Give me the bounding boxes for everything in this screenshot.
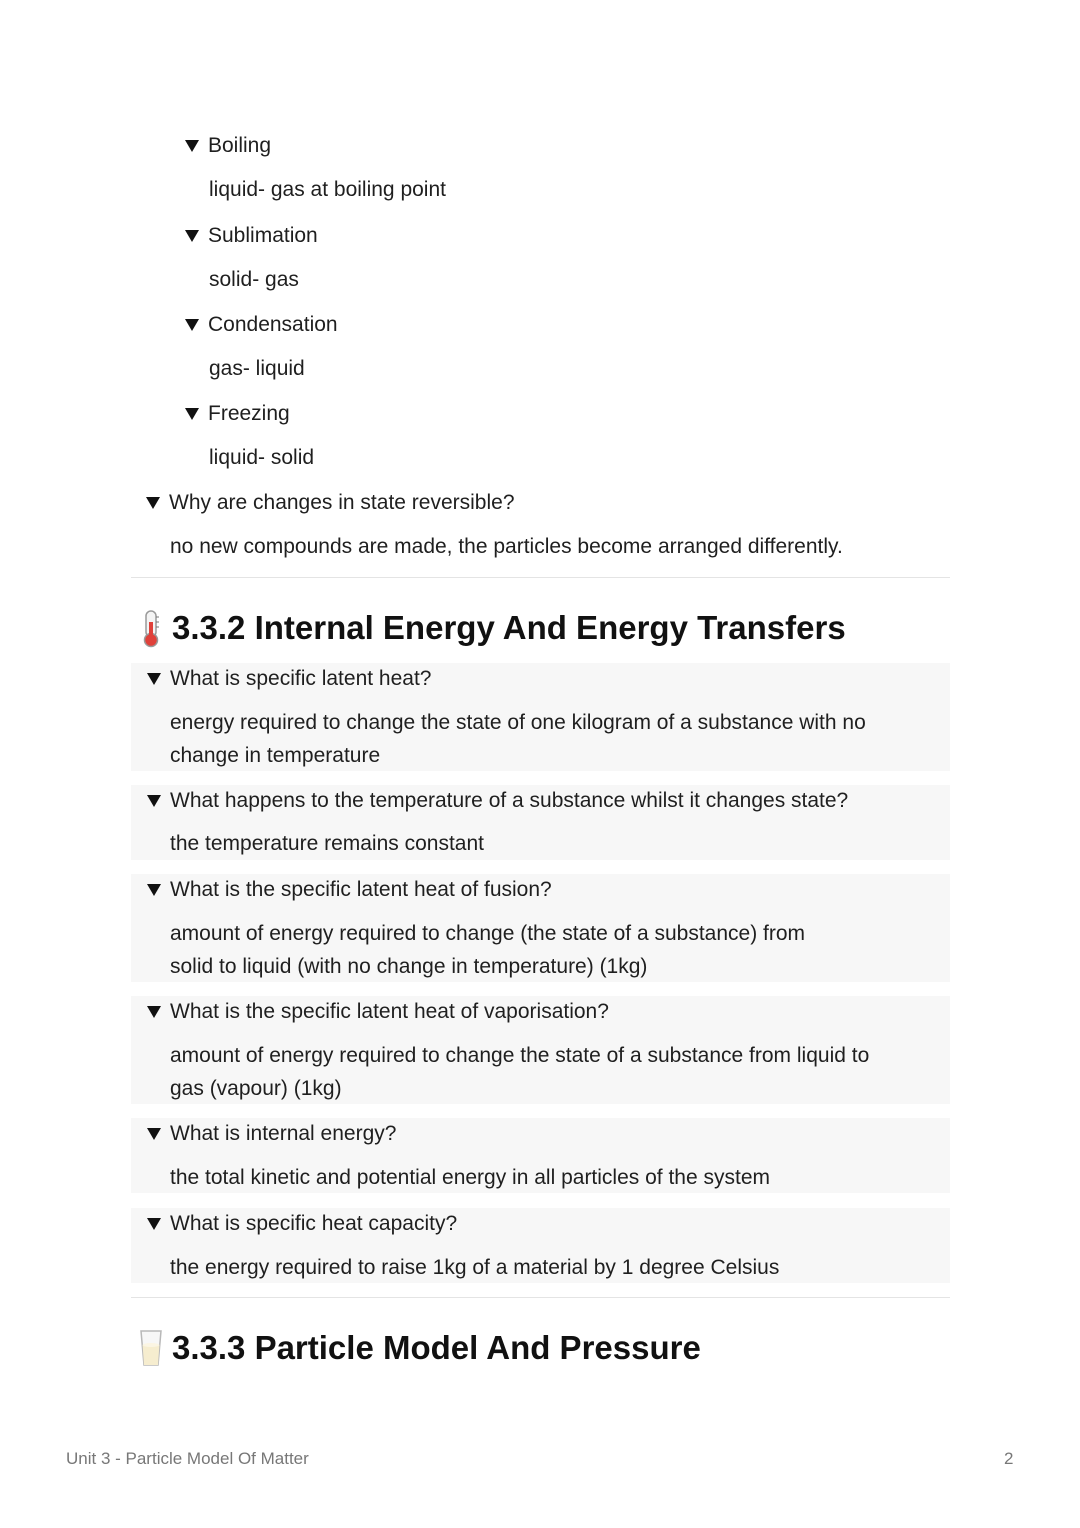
toggle-card[interactable]	[131, 1208, 950, 1283]
page-number: 2	[1004, 1449, 1014, 1468]
toggle-question[interactable]: What is internal energy?	[147, 1120, 396, 1148]
toggle-arrow-icon[interactable]	[147, 1128, 161, 1140]
toggle-answer: energy required to change the state of one kilogram of a substance with no change in temperature	[170, 711, 866, 767]
toggle-title: Boiling	[208, 134, 272, 157]
toggle-condensation[interactable]	[185, 311, 338, 339]
toggle-question[interactable]: What is specific latent heat?	[147, 665, 431, 693]
toggle-answer: solid- gas	[209, 268, 299, 291]
toggle-reversible[interactable]	[146, 489, 515, 517]
divider	[131, 577, 950, 578]
toggle-arrow-icon[interactable]	[147, 673, 161, 685]
toggle-arrow-icon[interactable]	[147, 795, 161, 807]
section-title: 3.3.2 Internal Energy And Energy Transfers	[172, 609, 846, 646]
toggle-title: Sublimation	[208, 224, 318, 247]
toggle-answer: gas- liquid	[209, 357, 305, 380]
toggle-arrow-icon[interactable]	[185, 230, 199, 242]
toggle-answer: amount of energy required to change (the state of a substance) from solid to liquid (with no change in temperature) (1kg)	[170, 922, 806, 978]
toggle-answer: liquid- gas at boiling point	[209, 178, 446, 201]
toggle-question[interactable]: What happens to the temperature of a substance whilst it changes state?	[147, 787, 848, 815]
section-title: 3.3.3 Particle Model And Pressure	[172, 1329, 701, 1366]
toggle-arrow-icon[interactable]	[147, 1218, 161, 1230]
toggle-sublimation[interactable]	[185, 222, 318, 250]
toggle-boiling[interactable]	[185, 132, 271, 160]
thermometer-icon	[138, 608, 164, 648]
toggle-arrow-icon[interactable]	[185, 408, 199, 420]
toggle-arrow-icon[interactable]	[147, 884, 161, 896]
toggle-answer: liquid- solid	[209, 446, 315, 469]
toggle-answer: no new compounds are made, the particles become arranged differently.	[170, 535, 843, 558]
toggle-question[interactable]: What is the specific latent heat of fusion?	[147, 876, 552, 904]
divider	[131, 1297, 950, 1298]
toggle-answer: the temperature remains constant	[170, 832, 484, 855]
toggle-title: Condensation	[208, 313, 338, 336]
toggle-card[interactable]	[131, 785, 950, 860]
toggle-card[interactable]	[131, 663, 950, 771]
toggle-arrow-icon[interactable]	[185, 140, 199, 152]
toggle-answer: the total kinetic and potential energy in all particles of the system	[170, 1166, 770, 1189]
toggle-arrow-icon[interactable]	[147, 1006, 161, 1018]
toggle-card[interactable]	[131, 996, 950, 1104]
toggle-title: Why are changes in state reversible?	[169, 491, 515, 514]
toggle-arrow-icon[interactable]	[146, 497, 160, 509]
section-heading-3-3-3	[138, 1328, 701, 1368]
footer-title: Unit 3 - Particle Model Of Matter	[66, 1449, 309, 1468]
glass-of-milk-icon	[138, 1328, 164, 1368]
toggle-title: Freezing	[208, 402, 290, 425]
toggle-card[interactable]	[131, 874, 950, 982]
toggle-answer: the energy required to raise 1kg of a material by 1 degree Celsius	[170, 1256, 780, 1279]
toggle-arrow-icon[interactable]	[185, 319, 199, 331]
section-heading-3-3-2	[138, 608, 846, 648]
toggle-card[interactable]	[131, 1118, 950, 1193]
toggle-answer: amount of energy required to change the state of a substance from liquid to gas (vapour) (1kg)	[170, 1044, 870, 1100]
toggle-freezing[interactable]	[185, 400, 290, 428]
toggle-question[interactable]: What is specific heat capacity?	[147, 1210, 457, 1238]
toggle-question[interactable]: What is the specific latent heat of vaporisation?	[147, 998, 609, 1026]
